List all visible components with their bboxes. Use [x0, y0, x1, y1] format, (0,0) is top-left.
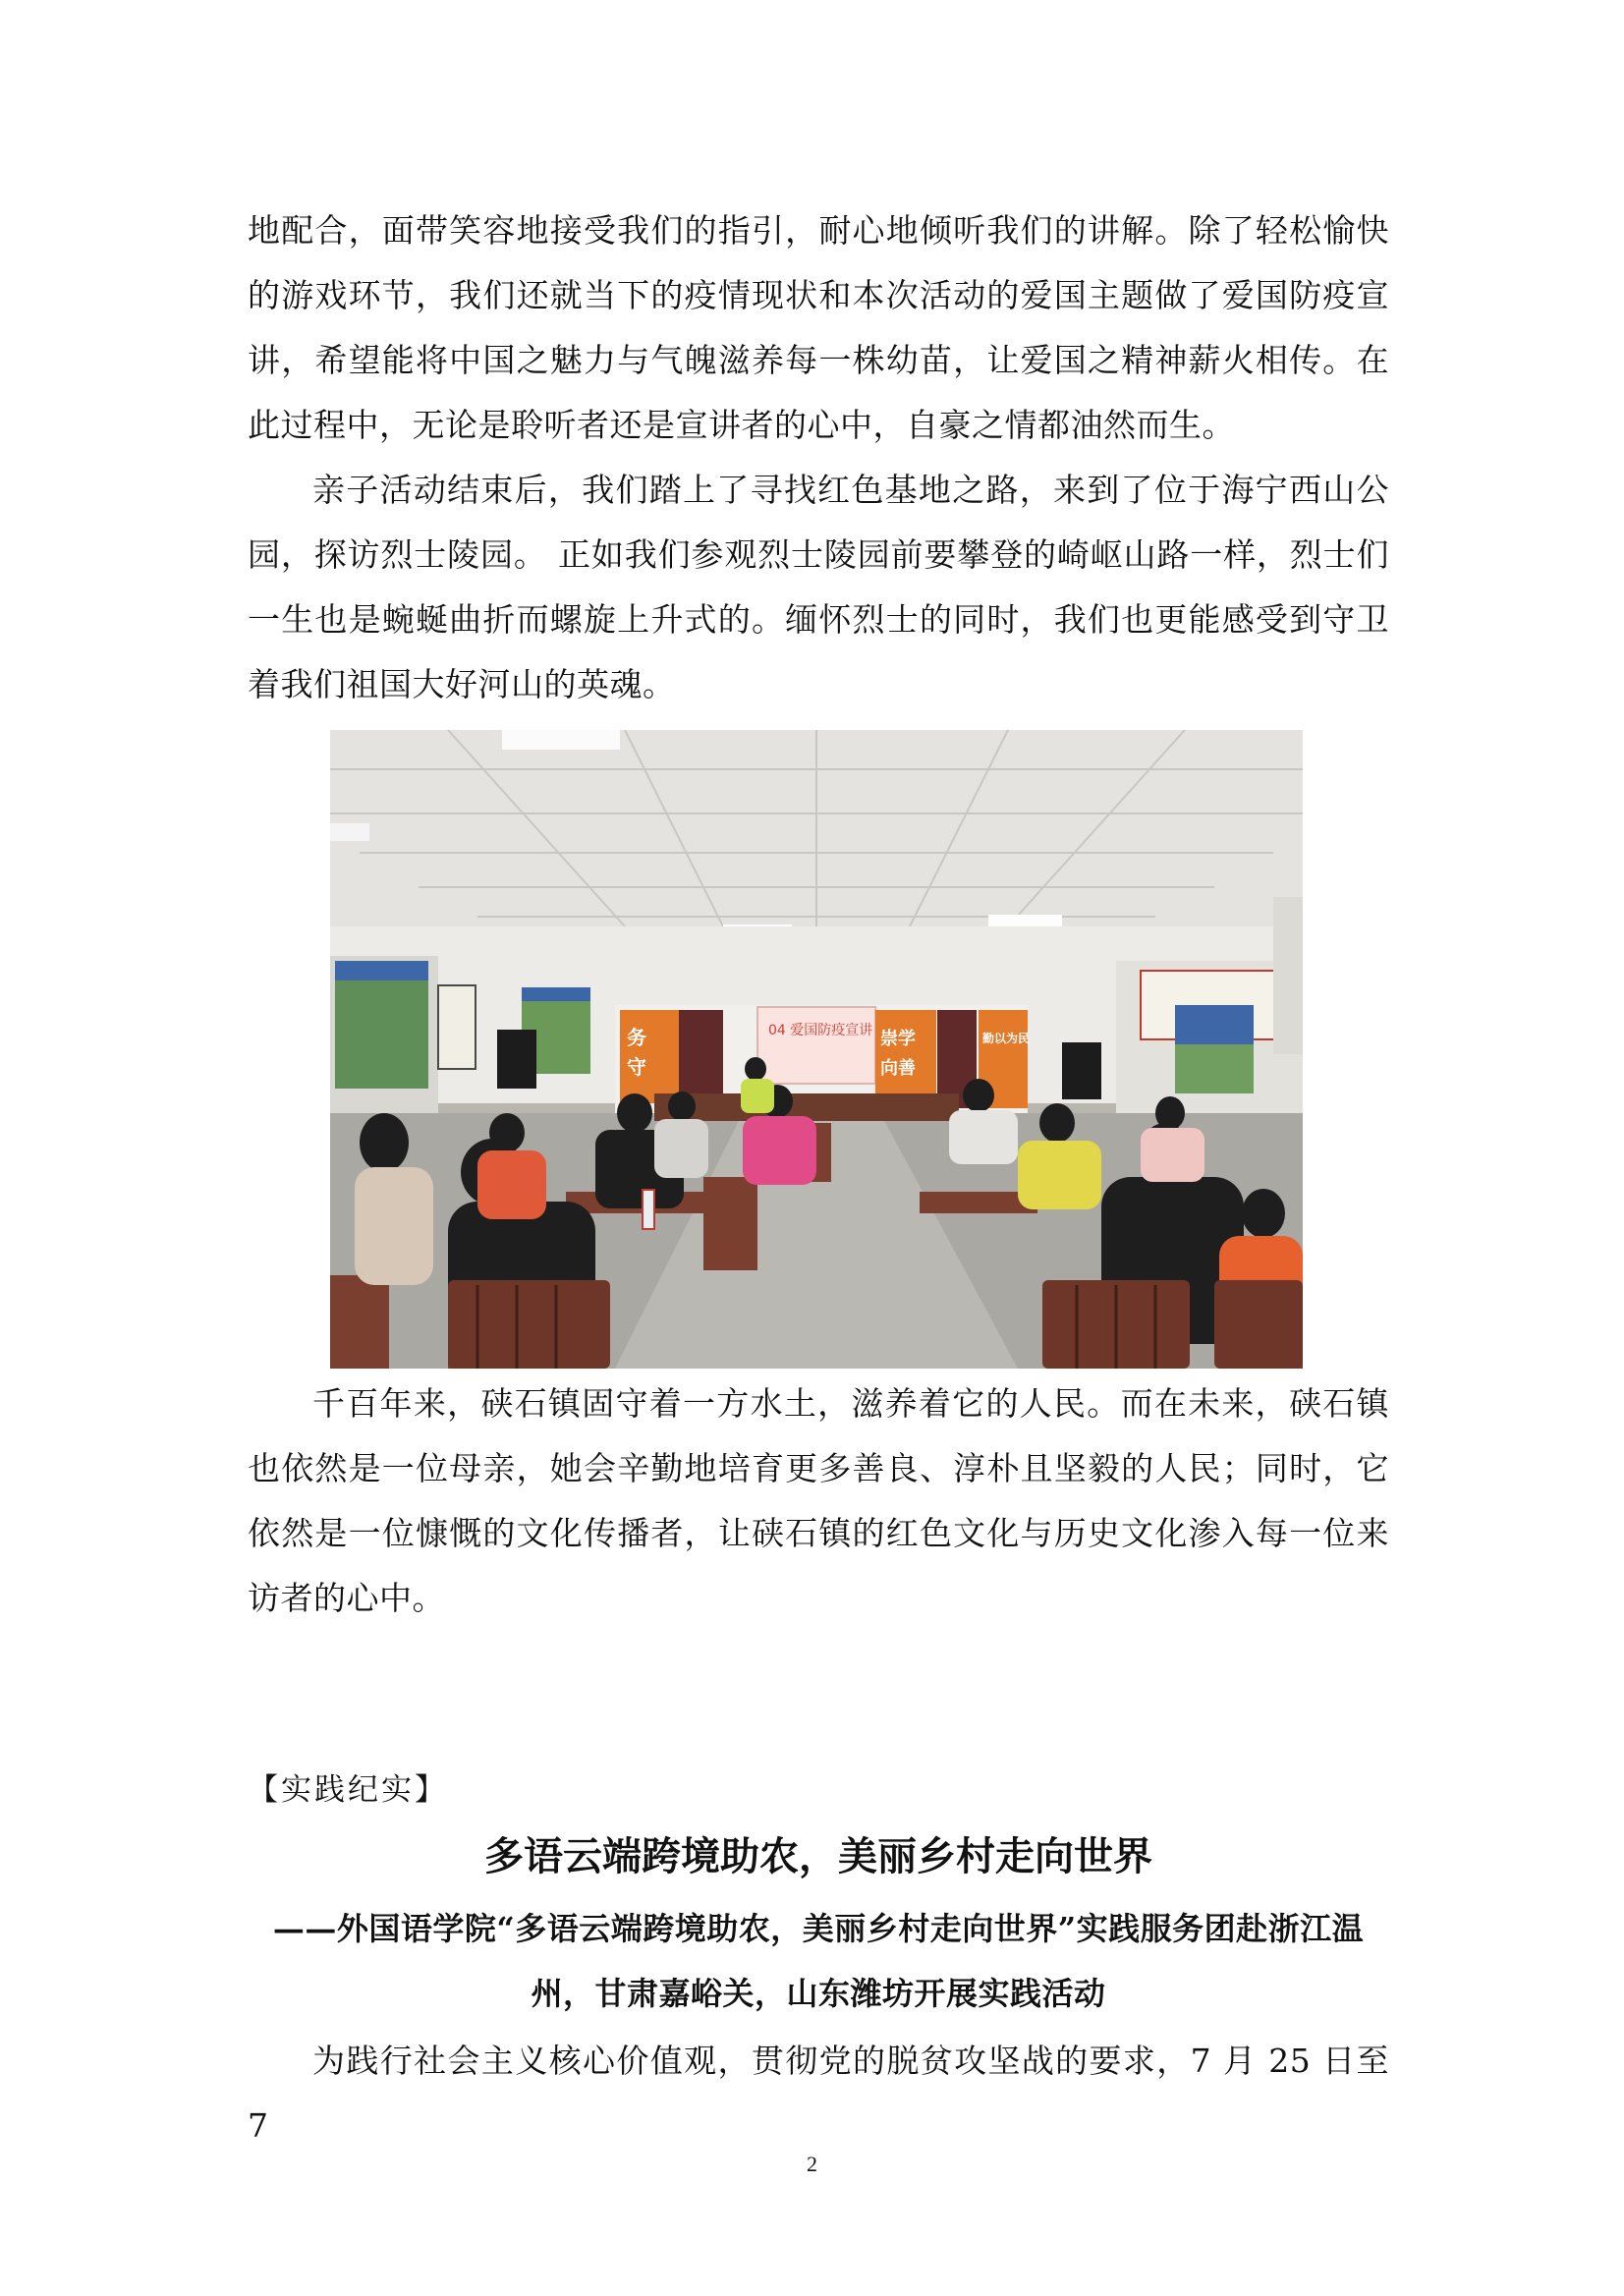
wall-text-far-right: 勤以为民 — [982, 1032, 1031, 1045]
intro-paragraph — [248, 2029, 1389, 2158]
paragraph: 亲子活动结束后，我们踏上了寻找红色基地之路，来到了位于海宁西山公园，探访烈士陵园。 正如我们参观烈士陵园前要攀登的崎岖山路一样，烈士们一生也是蜿蜒曲折而螺旋上升式的。缅怀烈士的同时，我们也更能感受到守卫着我们祖国大好河山的英魂。 — [248, 471, 1389, 703]
wall-text-right-2: 向善 — [880, 1058, 916, 1079]
wall-text-left-2: 守 — [627, 1055, 646, 1079]
screen-banner-text: 04 爱国防疫宣讲 — [768, 1023, 873, 1038]
activity-photo — [330, 730, 1303, 1369]
paragraph: 地配合，面带笑容地接受我们的指引，耐心地倾听我们的讲解。除了轻松愉快的游戏环节，我们还就当下的疫情现状和本次活动的爱国主题做了爱国防疫宣讲，希望能将中国之魅力与气魄滋养每一株幼苗，让爱国之精神薪火相传。在此过程中，无论是聆听者还是宣讲者的心中，自豪之情都油然而生。 — [248, 211, 1389, 444]
wall-text-right-1: 崇学 — [880, 1029, 916, 1049]
page-number: 2 — [807, 2152, 817, 2176]
article-subtitle: ——外国语学院“多语云端跨境助农，美丽乡村走向世界”实践服务团赴浙江温州，甘肃嘉峪关，山东潍坊开展实践活动 — [272, 1910, 1365, 2012]
paragraph: 千百年来，硖石镇固守着一方水土，滋养着它的人民。而在未来，硖石镇也依然是一位母亲，她会辛勤地培育更多善良、淳朴且坚毅的人民；同时，它依然是一位慷慨的文化传播者，让硖石镇的红色文化与历史文化渗入每一位来访者的心中。 — [248, 1384, 1389, 1617]
text-block-top — [248, 198, 1389, 717]
paragraph: 为践行社会主义核心价值观，贯彻党的脱贫攻坚战的要求，7 月 25 日至 7 — [248, 2042, 1389, 2145]
section-tag: 【实践纪实】 — [248, 1772, 448, 1808]
text-block-bottom — [248, 1372, 1389, 1631]
wall-text-left-1: 务 — [627, 1026, 646, 1049]
article-title: 多语云端跨境助农，美丽乡村走向世界 — [484, 1833, 1152, 1879]
